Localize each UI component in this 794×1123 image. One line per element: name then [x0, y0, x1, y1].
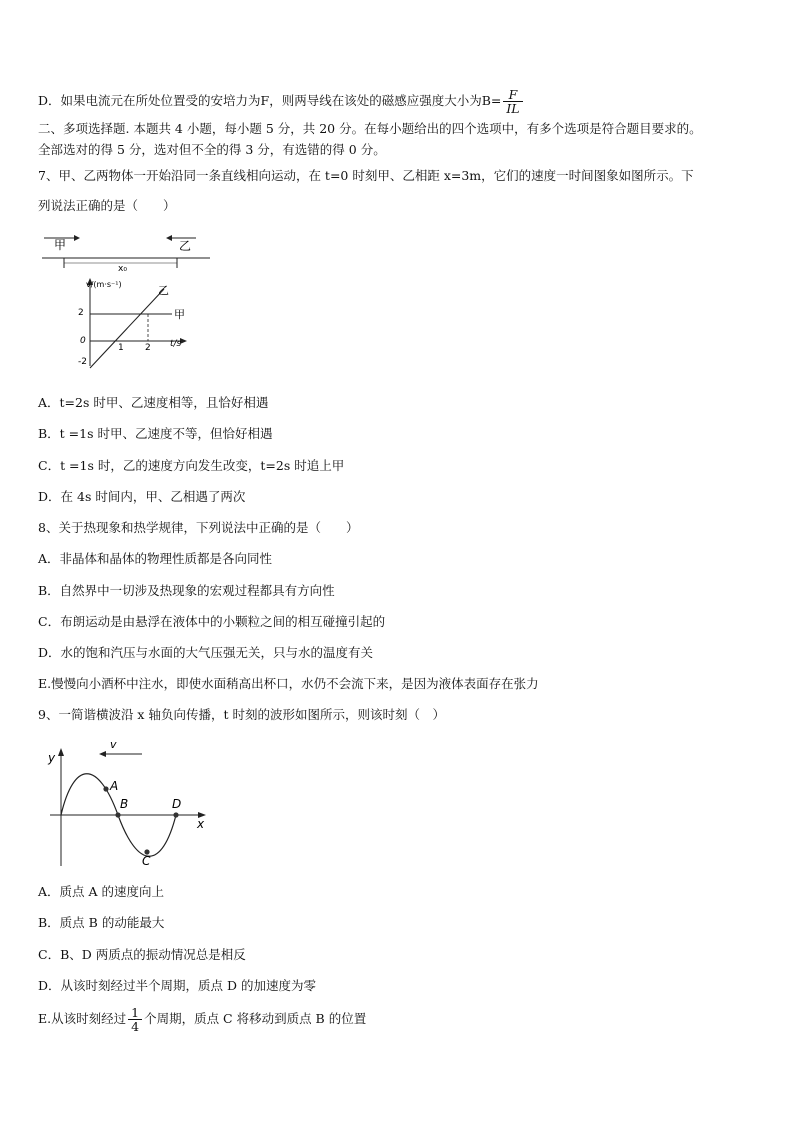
section2-line1: 二、多项选择题. 本题共 4 小题，每小题 5 分，共 20 分。在每小题给出的四个选项中，有多个选项是符合题目要求的。 — [38, 121, 702, 136]
q7-stem-line1: 7、甲、乙两物体一开始沿同一条直线相向运动，在 t=0 时刻甲、乙相距 x=3m，它们的速度一时间图象如图所示。下 — [38, 168, 694, 183]
q9-option-b: B．质点 B 的动能最大 — [38, 915, 165, 930]
velocity-label: v — [110, 738, 117, 751]
series-yi-label: 乙 — [158, 284, 169, 297]
q7-option-b: B．t =1s 时甲、乙速度不等，但恰好相遇 — [38, 426, 273, 441]
point-a-label: A — [110, 779, 119, 793]
q8-option-a: A．非晶体和晶体的物理性质都是各向同性 — [38, 551, 273, 566]
series-jia-label: 甲 — [174, 308, 185, 321]
q9-fraction-num: 1 — [128, 1006, 142, 1020]
point-d-dot — [173, 812, 178, 817]
q8-stem: 8、关于热现象和热学规律，下列说法中正确的是（ ） — [38, 520, 359, 535]
q9-option-e-post: 个周期，质点 C 将移动到质点 B 的位置 — [144, 1011, 367, 1026]
q7-option-c: C．t =1s 时，乙的速度方向发生改变，t=2s 时追上甲 — [38, 458, 345, 473]
q9-fraction-den: 4 — [131, 1019, 140, 1034]
point-c-label: C — [142, 854, 151, 868]
section2-line2: 全部选对的得 5 分，选对但不全的得 3 分，有选错的得 0 分。 — [38, 142, 386, 157]
point-d-label: D — [172, 797, 182, 811]
q8-option-e: E.慢慢向小酒杯中注水，即使水面稍高出杯口，水仍不会流下来，是因为液体表面存在张力 — [38, 676, 539, 691]
tick-v-0: 0 — [80, 336, 86, 346]
q7-option-a: A．t=2s 时甲、乙速度相等，且恰好相遇 — [38, 395, 269, 410]
axis-v-label: v/(m·s⁻¹) — [86, 280, 122, 289]
point-b-dot — [115, 812, 120, 817]
label-x0: x₀ — [118, 264, 127, 274]
q9-stem: 9、一简谐横波沿 x 轴负向传播，t 时刻的波形如图所示，则该时刻（ ） — [38, 707, 445, 722]
series-yi-line — [90, 289, 164, 368]
q9-wave-figure — [46, 734, 216, 870]
q7-option-d: D．在 4s 时间内，甲、乙相遇了两次 — [38, 489, 246, 504]
tick-v-2: 2 — [78, 308, 84, 318]
point-b-label: B — [120, 797, 129, 811]
q9-option-c: C．B、D 两质点的振动情况总是相反 — [38, 947, 246, 962]
q7-stem-line2: 列说法正确的是（ ） — [38, 198, 176, 213]
tick-v-m2: -2 — [78, 357, 87, 367]
q7-figure — [38, 228, 228, 380]
q9-fraction — [128, 1006, 142, 1033]
q6-fraction-num: F — [503, 88, 522, 102]
axis-y-label: y — [48, 751, 56, 765]
q6-fraction-den: IL — [506, 101, 520, 116]
label-yi: 乙 — [179, 239, 192, 253]
axis-t-label: t/s — [170, 339, 182, 349]
q9-option-e-pre: E.从该时刻经过 — [38, 1011, 127, 1026]
axis-x-label: x — [197, 817, 205, 831]
q6-fraction — [503, 88, 522, 115]
tick-t-2: 2 — [145, 343, 151, 353]
point-a-dot — [103, 786, 108, 791]
q9-option-a: A．质点 A 的速度向上 — [38, 884, 165, 899]
tick-t-1: 1 — [118, 343, 124, 353]
q6-option-d-text: D．如果电流元在所处位置受的安培力为F，则两导线在该处的磁感应强度大小为B= — [38, 93, 502, 108]
q8-option-b: B．自然界中一切涉及热现象的宏观过程都具有方向性 — [38, 583, 335, 598]
label-jia: 甲 — [54, 238, 67, 252]
q8-option-c: C．布朗运动是由悬浮在液体中的小颗粒之间的相互碰撞引起的 — [38, 614, 386, 629]
q6-option-d — [38, 88, 774, 115]
q9-option-e — [38, 1005, 774, 1033]
q9-option-d: D．从该时刻经过半个周期，质点 D 的加速度为零 — [38, 978, 316, 993]
q8-option-d: D．水的饱和汽压与水面的大气压强无关，只与水的温度有关 — [38, 645, 374, 660]
